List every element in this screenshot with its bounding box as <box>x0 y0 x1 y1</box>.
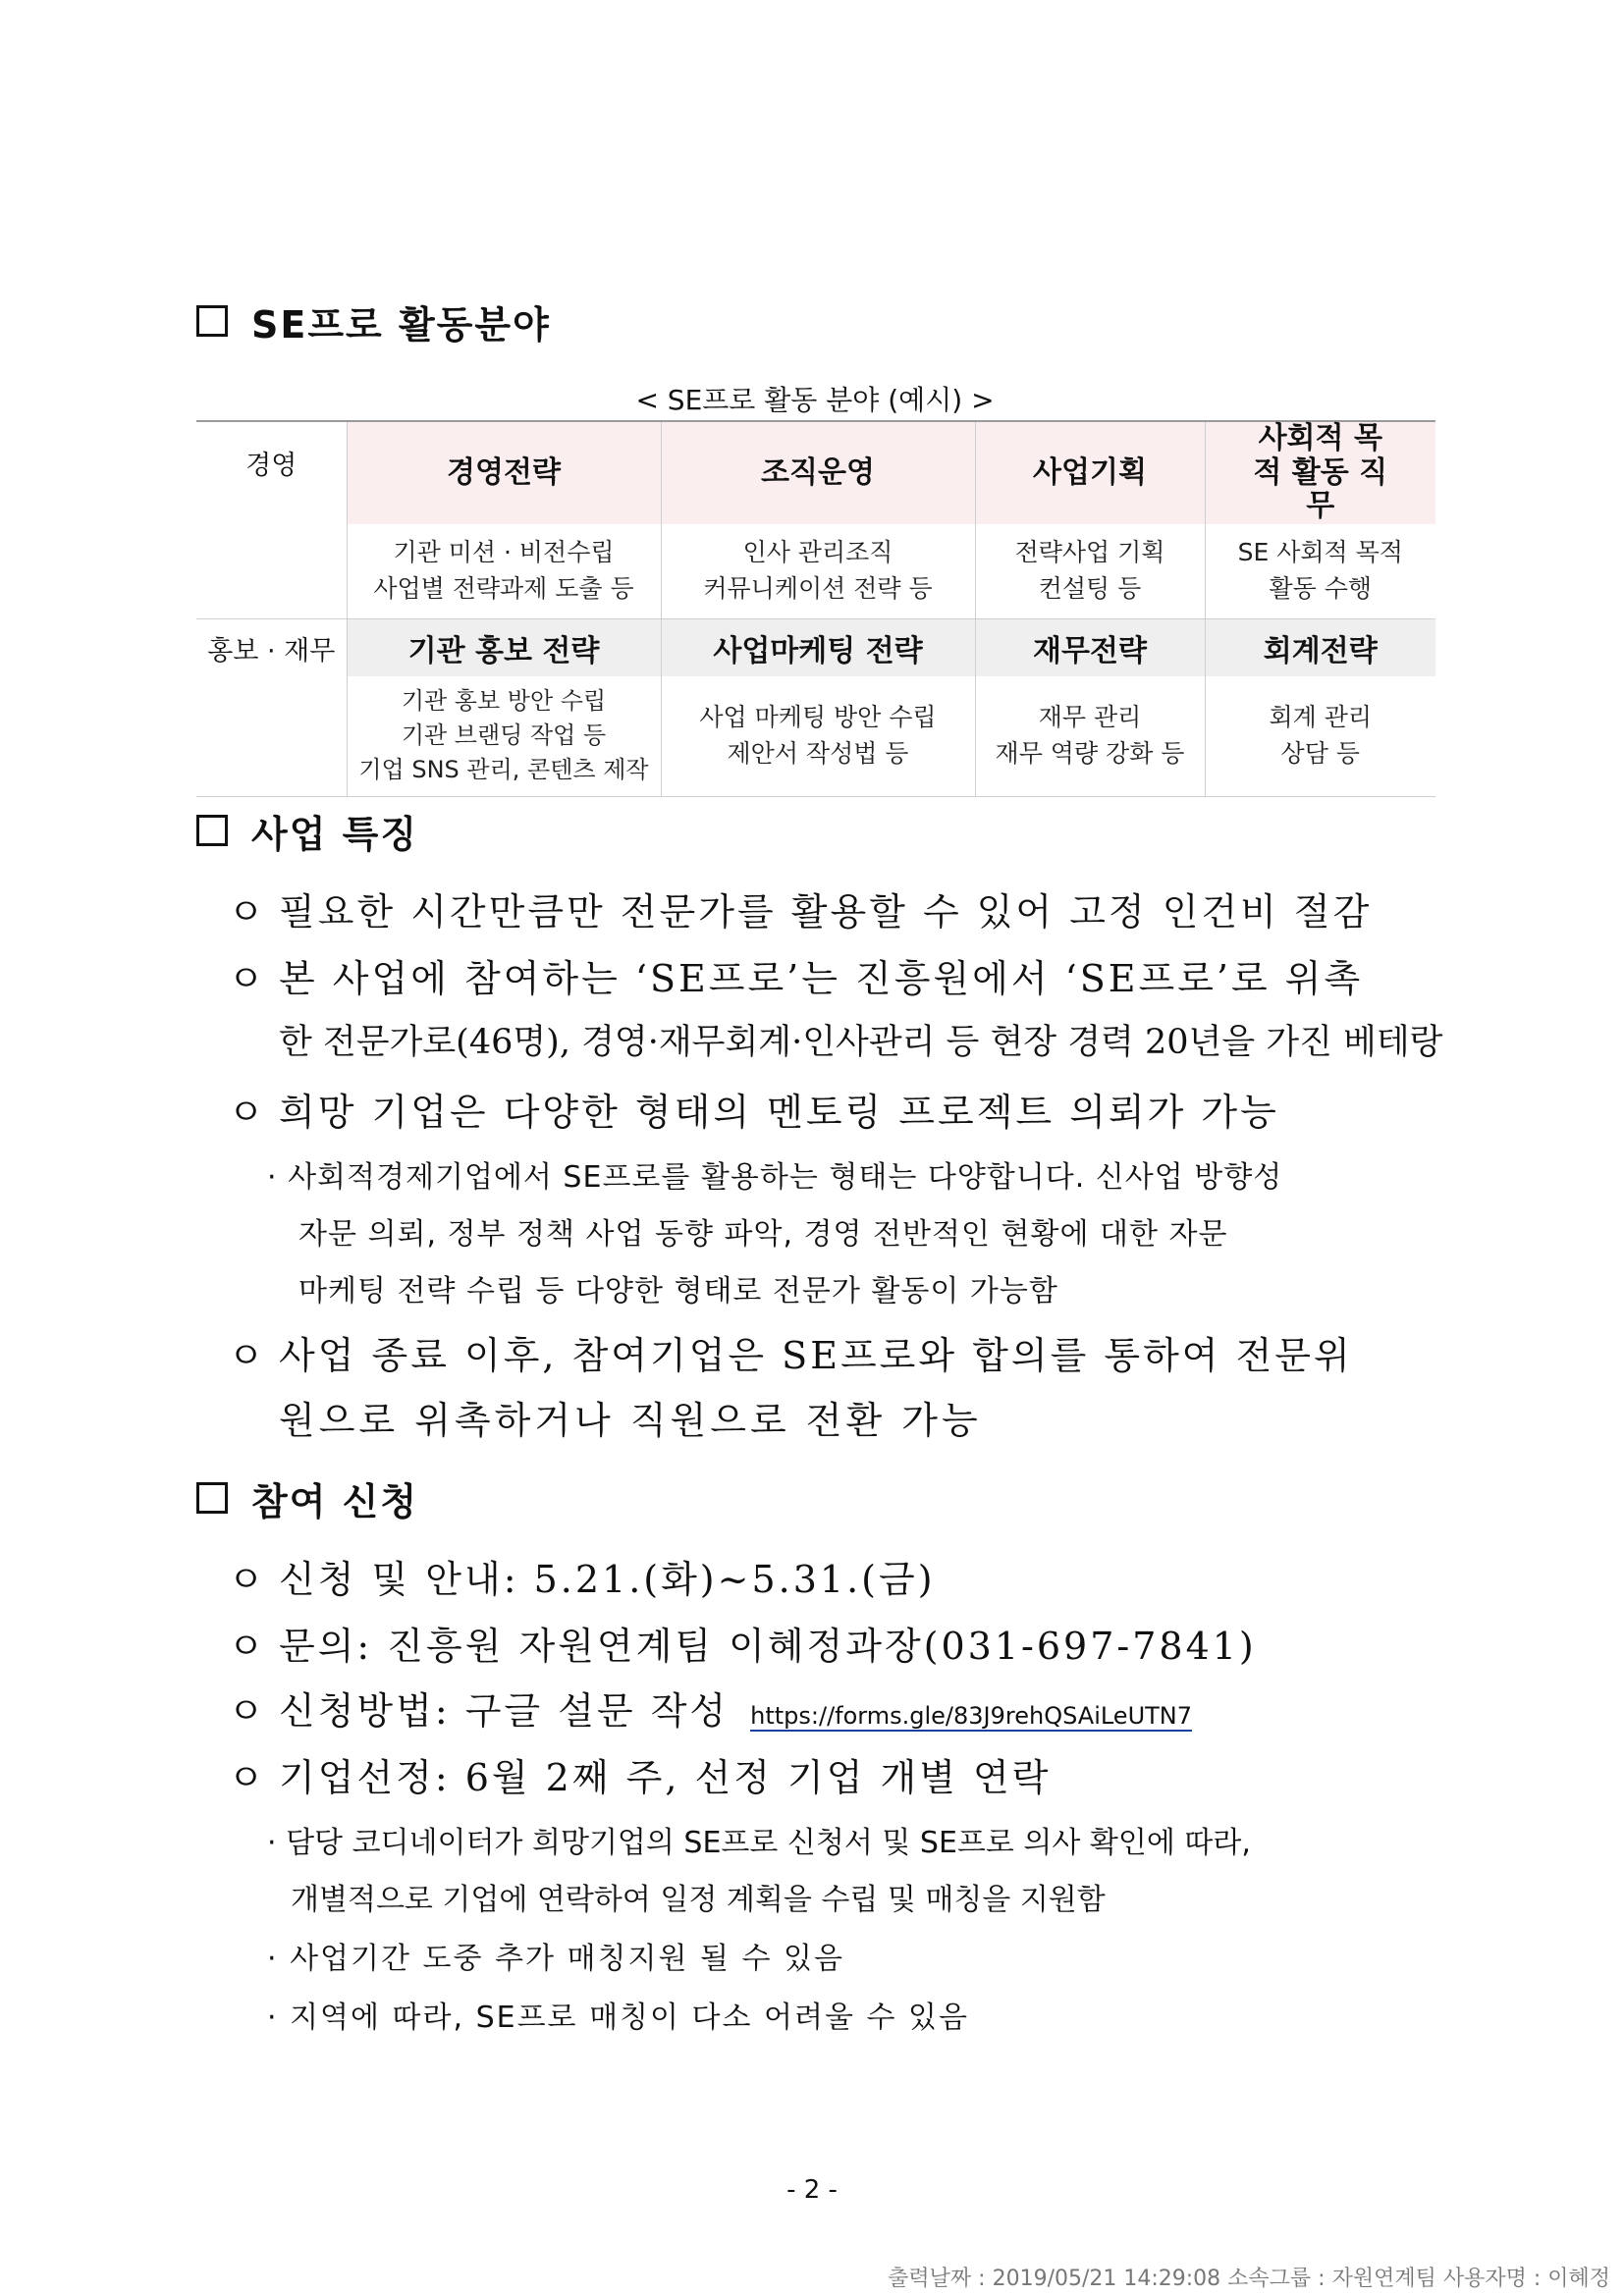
detail-line: 기업 SNS 관리, 콘텐츠 제작 <box>358 755 649 783</box>
detail-line: 제안서 작성법 등 <box>727 738 909 768</box>
bullet-circle-icon: ㅇ <box>228 890 267 934</box>
sub-item: · 담당 코디네이터가 희망기업의 SE프로 신청서 및 SE프로 의사 확인에 따라, <box>267 1826 1251 1860</box>
item-text: 문의: 진흥원 자원연계팀 이혜정과장(031-697-7841) <box>279 1625 1257 1668</box>
category-header: 기관 홍보 전략 <box>347 618 661 676</box>
item-continuation: 한 전문가로(46명), 경영·재무회계·인사관리 등 현장 경력 20년을 가진 베테랑 <box>279 1023 1443 1062</box>
detail-cell <box>661 676 975 797</box>
checkbox-square-icon <box>196 305 228 337</box>
section-title: SE프로 활동분야 <box>251 302 551 347</box>
bullet-circle-icon: ㅇ <box>228 1091 267 1134</box>
bullet-circle-icon: ㅇ <box>228 957 267 1000</box>
detail-cell <box>1205 524 1435 619</box>
sub-item: · 사업기간 도중 추가 매칭지원 될 수 있음 <box>267 1942 844 1976</box>
print-footer: 출력날짜 : 2019/05/21 14:29:08 소속그룹 : 자원연계팀 사용자명 : 이혜정 <box>888 2267 1610 2291</box>
section-title: 참여 신청 <box>251 1479 419 1523</box>
section-apply-heading <box>196 1470 418 1525</box>
checkbox-square-icon <box>196 1482 228 1514</box>
list-item <box>228 1325 1353 1379</box>
list-item <box>228 1747 1051 1801</box>
sub-item-continuation: 마케팅 전략 수립 등 다양한 형태로 전문가 활동이 가능함 <box>298 1274 1058 1308</box>
detail-cell <box>975 524 1205 619</box>
category-header: 사업기획 <box>975 421 1205 524</box>
detail-line: SE 사회적 목적 <box>1237 538 1403 567</box>
sub-item-continuation: 개별적으로 기업에 연락하여 일정 계획을 수립 및 매칭을 지원함 <box>291 1883 1106 1917</box>
detail-line: 기관 브랜딩 작업 등 <box>401 721 607 750</box>
list-item <box>228 881 1372 935</box>
item-text: 본 사업에 참여하는 ‘SE프로’는 진흥원에서 ‘SE프로’로 위촉 <box>279 957 1364 1000</box>
row-label: 경영 <box>245 451 298 481</box>
list-item <box>228 1082 1279 1136</box>
item-text: 기업선정: 6월 2째 주, 선정 기업 개별 연락 <box>279 1756 1052 1799</box>
detail-line: 전략사업 기획 <box>1014 538 1165 567</box>
detail-cell <box>661 524 975 619</box>
detail-line: 기관 미션 · 비전수립 <box>393 538 615 567</box>
detail-line: 사업별 전략과제 도출 등 <box>373 573 634 603</box>
list-item <box>228 948 1363 1002</box>
table-caption: < SE프로 활동 분야 (예시) > <box>635 384 995 416</box>
bullet-circle-icon: ㅇ <box>228 1334 267 1377</box>
detail-line: 컨설팅 등 <box>1038 573 1142 603</box>
checkbox-square-icon <box>196 815 228 846</box>
category-header: 경영전략 <box>347 421 661 524</box>
item-text: 필요한 시간만큼만 전문가를 활용할 수 있어 고정 인건비 절감 <box>279 890 1373 934</box>
category-header-text: 사회적 목적 활동 직무 <box>1253 421 1388 523</box>
list-item <box>228 1549 936 1603</box>
bullet-circle-icon: ㅇ <box>228 1625 267 1668</box>
detail-cell <box>1205 676 1435 797</box>
category-header: 조직운영 <box>661 421 975 524</box>
item-text: 신청 및 안내: 5.21.(화)~5.31.(금) <box>279 1558 936 1601</box>
section-features-heading <box>196 803 418 858</box>
bullet-circle-icon: ㅇ <box>228 1756 267 1799</box>
category-header <box>1205 421 1435 524</box>
sub-item: · 사회적경제기업에서 SE프로를 활용하는 형태는 다양합니다. 신사업 방향성 <box>267 1160 1283 1195</box>
row-label: 홍보 · 재무 <box>207 635 336 667</box>
bullet-circle-icon: ㅇ <box>228 1558 267 1601</box>
detail-line: 회계 관리 <box>1269 703 1373 732</box>
detail-line: 사업 마케팅 방안 수립 <box>699 703 937 732</box>
detail-line: 재무 역량 강화 등 <box>995 738 1185 768</box>
activity-table <box>196 420 1435 797</box>
table-row <box>196 524 1435 619</box>
category-header: 회계전략 <box>1205 618 1435 676</box>
detail-cell <box>347 524 661 619</box>
survey-link[interactable]: https://forms.gle/83J9rehQSAiLeUTN7 <box>750 1702 1193 1730</box>
item-text: 희망 기업은 다양한 형태의 멘토링 프로젝트 의뢰가 가능 <box>279 1091 1279 1134</box>
list-item <box>228 1616 1257 1670</box>
sub-item: · 지역에 따라, SE프로 매칭이 다소 어려울 수 있음 <box>267 2001 969 2035</box>
item-text: 사업 종료 이후, 참여기업은 SE프로와 합의를 통하여 전문위 <box>279 1334 1353 1377</box>
detail-cell <box>347 676 661 797</box>
table-row <box>196 676 1435 797</box>
section-title: 사업 특징 <box>251 812 419 856</box>
table-row <box>196 618 1435 676</box>
page-number: - 2 - <box>786 2175 838 2205</box>
detail-line: 인사 관리조직 <box>742 538 893 567</box>
list-item <box>228 1681 1192 1735</box>
detail-line: 활동 수행 <box>1269 573 1373 603</box>
category-header: 사업마케팅 전략 <box>661 618 975 676</box>
detail-line: 커뮤니케이션 전략 등 <box>703 573 933 603</box>
detail-line: 기관 홍보 방안 수립 <box>401 687 607 716</box>
category-header: 재무전략 <box>975 618 1205 676</box>
item-text: 신청방법: 구글 설문 작성 <box>279 1689 730 1733</box>
detail-cell <box>975 676 1205 797</box>
item-continuation: 원으로 위촉하거나 직원으로 전환 가능 <box>279 1399 982 1442</box>
bullet-circle-icon: ㅇ <box>228 1689 267 1733</box>
sub-item-continuation: 자문 의뢰, 정부 정책 사업 동향 파악, 경영 전반적인 현황에 대한 자문 <box>298 1217 1228 1252</box>
table-row <box>196 421 1435 524</box>
detail-line: 재무 관리 <box>1038 703 1142 732</box>
section-activity-heading <box>196 294 551 348</box>
detail-line: 상담 등 <box>1280 738 1360 768</box>
